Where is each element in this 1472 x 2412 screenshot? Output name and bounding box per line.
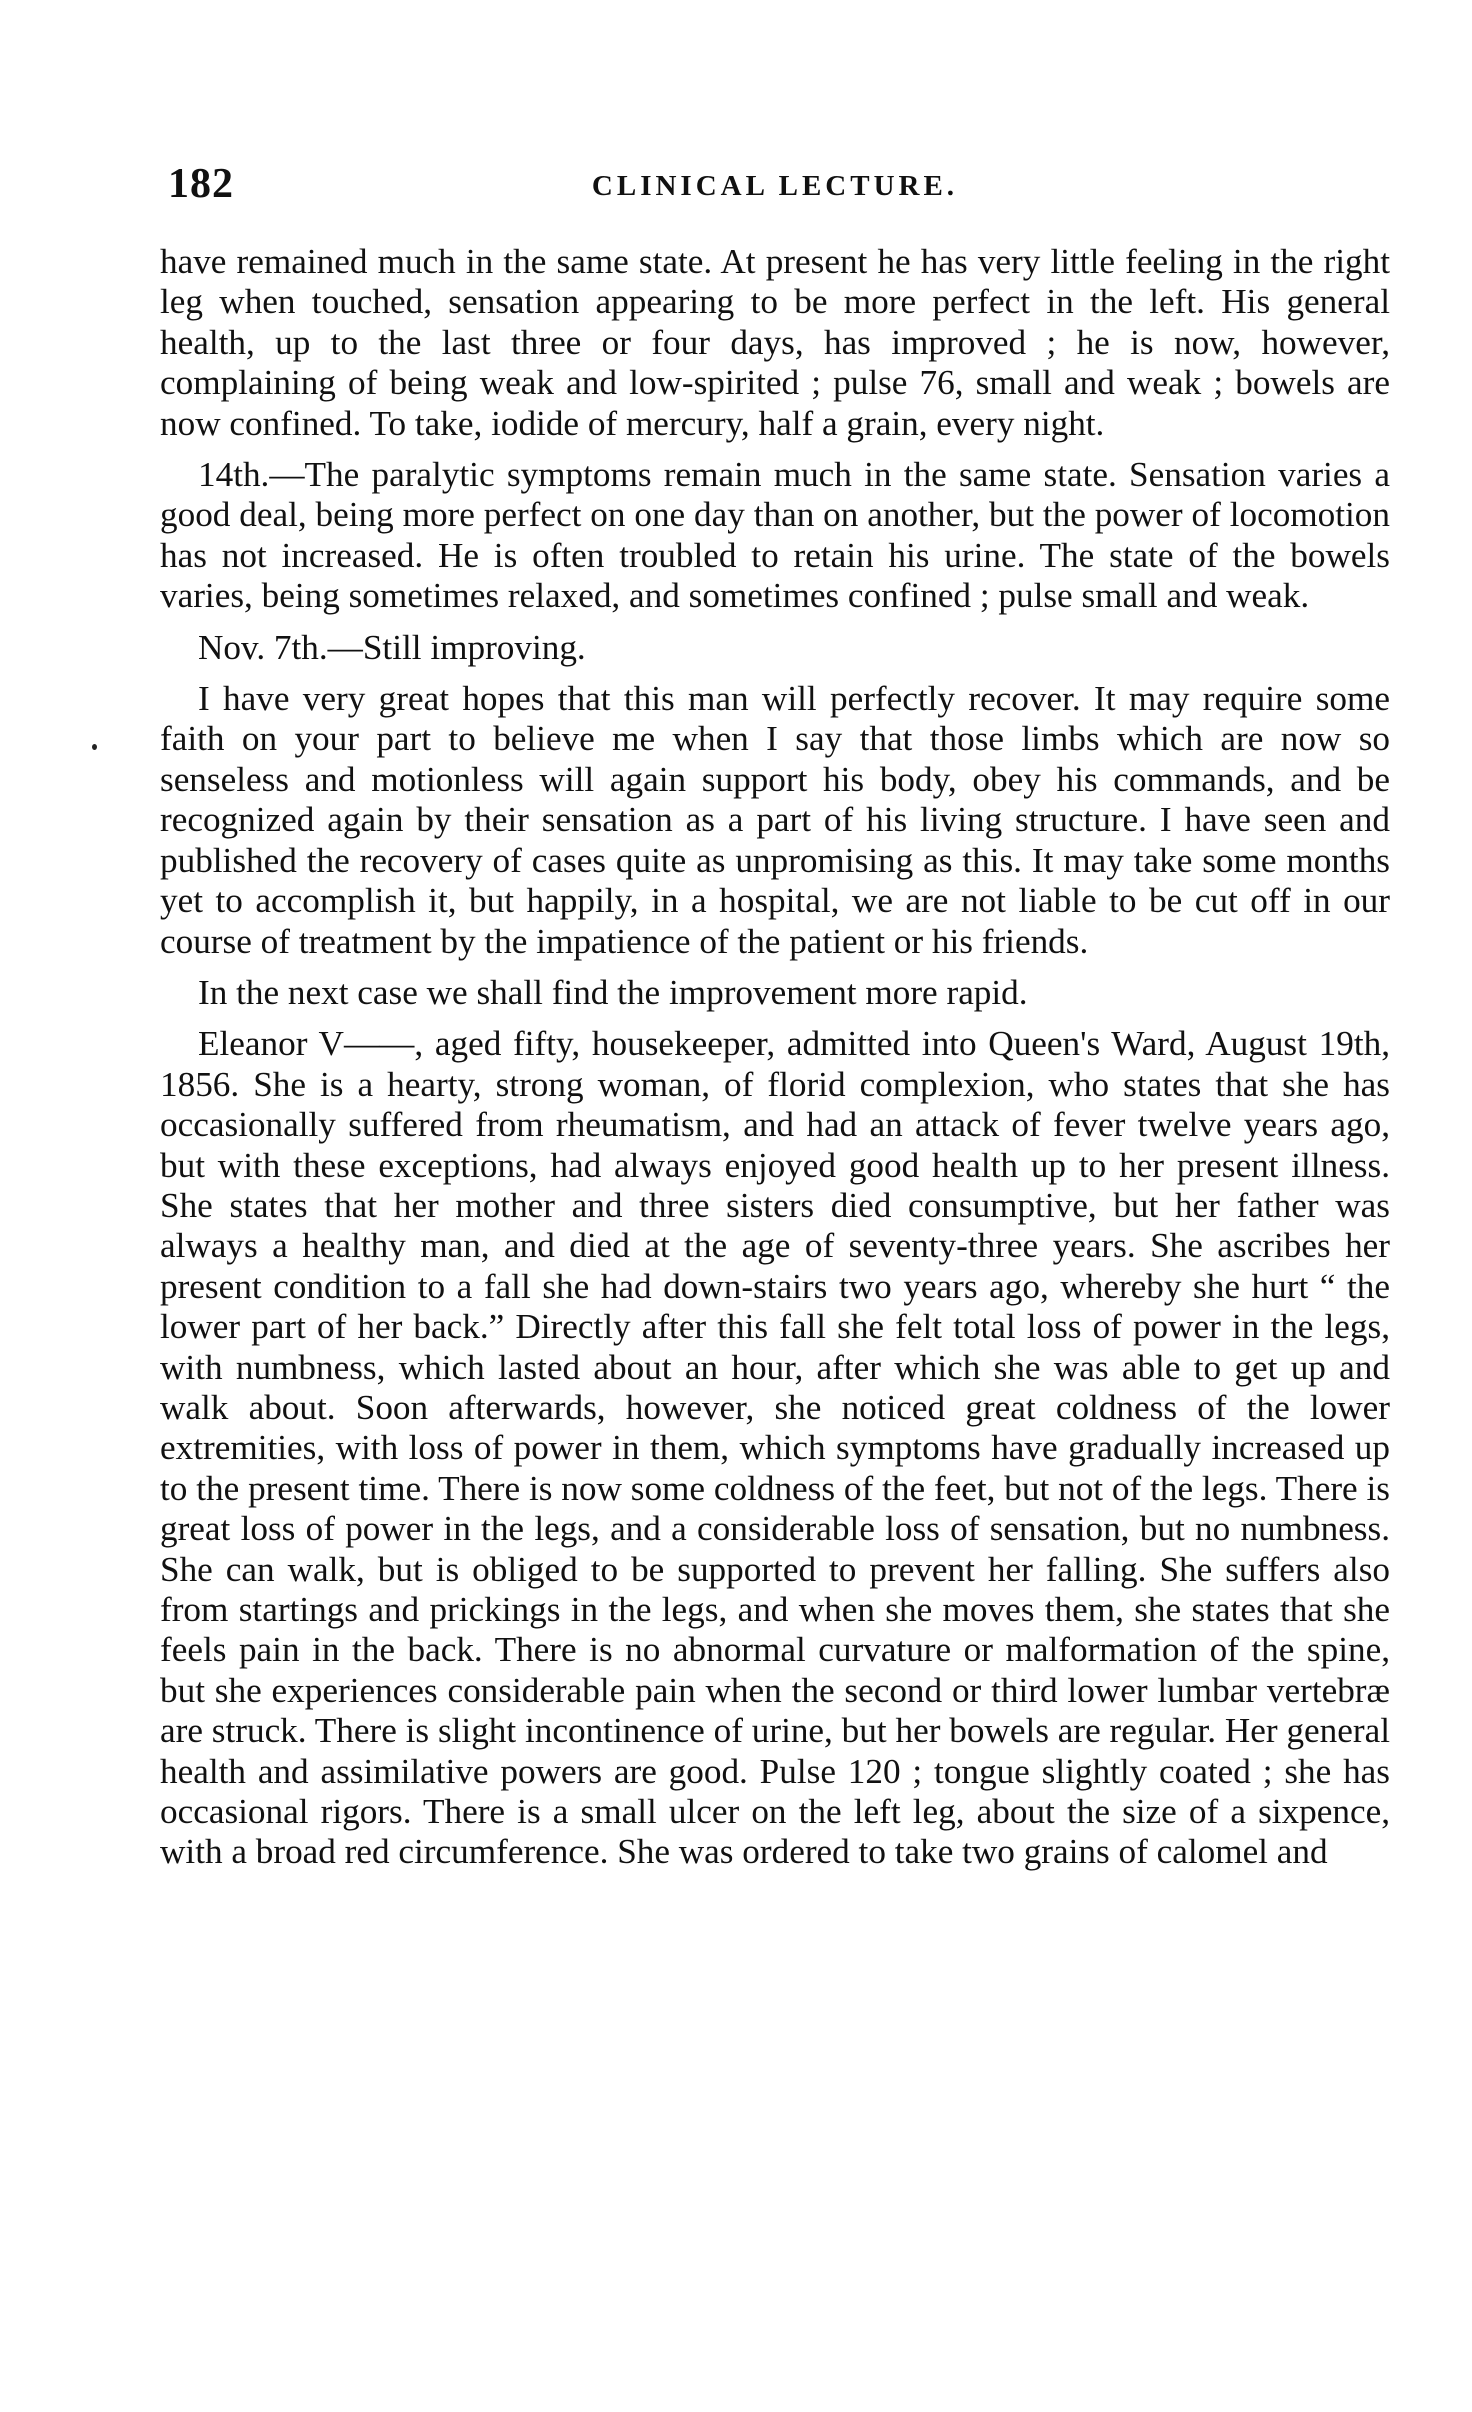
body-text xyxy=(160,242,1390,1884)
paragraph-next-case-intro: In the next case we shall find the improvement more rapid. xyxy=(198,972,1028,1012)
running-title: CLINICAL LECTURE. xyxy=(591,170,959,202)
paragraph-nov-7th-entry: Nov. 7th.—Still improving. xyxy=(198,627,586,667)
running-head xyxy=(160,160,1390,220)
paragraph-continued: have remained much in the same state. At present he has very little feeling in the right leg when touched, sensation appearing to be more perfect in the left. His general health, up to the last three or four days, has improved ; he is now, however, complaining of being weak and low-spirited ; pulse 76, small and weak ; bowels are now confined. To take, iodide of mercury, half a grain, every night. xyxy=(160,242,1390,443)
paragraph-case-eleanor: Eleanor V——, aged fifty, housekeeper, admitted into Queen's Ward, August 19th, 1856. She is a hearty, strong woman, of florid complexion, who states that she has occasionally suffered from rheumatism, and had an attack of fever twelve years ago, but with these exceptions, had always enjoyed good health up to her present illness. She states that her mother and three sisters died consumptive, but her father was always a healthy man, and died at the age of seventy-three years. She ascribes her present condition to a fall she had down-stairs two years ago, whereby she hurt “ the lower part of her back.” Directly after this fall she felt total loss of power in the legs, with numbness, which lasted about an hour, after which she was able to get up and walk about. Soon afterwards, however, she noticed great coldness of the lower extremities, with loss of power in them, which symptoms have gradually increased up to the present time. There is now some coldness of the feet, but not of the legs. There is great loss of power in the legs, and a considerable loss of sensation, but no numbness. She can walk, but is obliged to be supported to prevent her falling. She suffers also from startings and prickings in the legs, and when she moves them, she states that she feels pain in the back. There is no abnormal curvature or malformation of the spine, but she experiences considerable pain when the second or third lower lumbar vertebræ are struck. There is slight incontinence of urine, but her bowels are regular. Her general health and assimilative powers are good. Pulse 120 ; tongue slightly coated ; she has occasional rigors. There is a small ulcer on the left leg, about the size of a sixpence, with a broad red circumference. She was ordered to take two grains of calomel and xyxy=(160,1024,1390,1872)
page-number: 182 xyxy=(168,161,234,207)
paragraph-14th-entry: 14th.—The paralytic symptoms remain much in the same state. Sensation varies a good deal, being more perfect on one day than on another, but the power of locomotion has not increased. He is often troubled to retain his urine. The state of the bowels varies, being sometimes relaxed, and sometimes confined ; pulse small and weak. xyxy=(160,455,1390,616)
paragraph-prognosis: I have very great hopes that this man will perfectly recover. It may require some faith on your part to believe me when I say that those limbs which are now so senseless and motionless will again support his body, obey his commands, and be recognized again by their sensation as a part of his living structure. I have seen and published the recovery of cases quite as unpromising as this. It may take some months yet to accomplish it, but happily, in a hospital, we are not liable to be cut off in our course of treatment by the impatience of the patient or his friends. xyxy=(160,679,1390,961)
ink-speck xyxy=(92,744,97,750)
